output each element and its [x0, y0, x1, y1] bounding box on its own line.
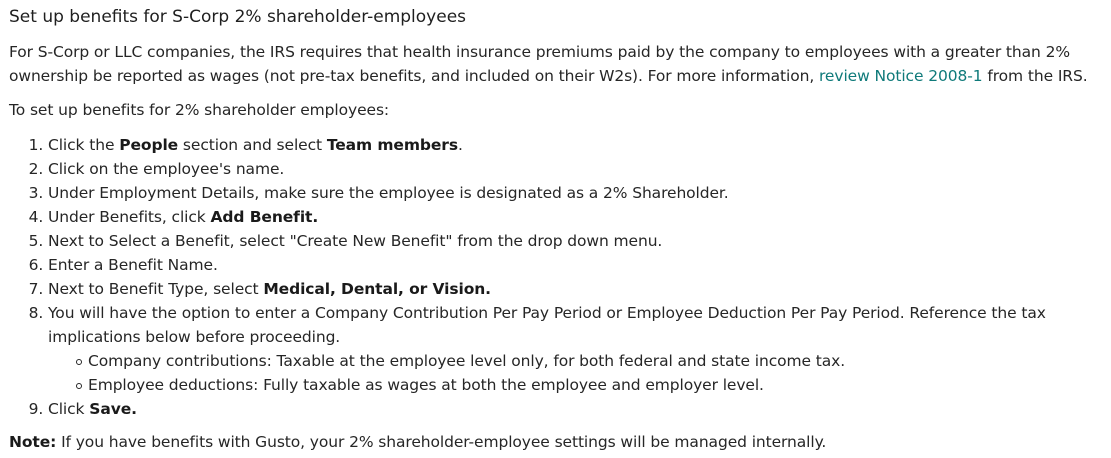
- step-8: [48, 301, 1111, 397]
- step-6: 6. Enter a Benefit Name.: [48, 253, 1111, 277]
- step-4-text: Under Benefits, click: [48, 208, 211, 226]
- steps-lead: To set up benefits for 2% shareholder employees:: [9, 101, 390, 119]
- notice-2008-1-link[interactable]: review Notice 2008-1: [819, 67, 983, 85]
- step-8-text: You will have the option to enter a Company Contribution Per Pay Period or Employee Deduction Per Pay Period. Reference the tax implications below before proceeding.: [48, 304, 1046, 346]
- note-text: If you have benefits with Gusto, your 2% shareholder-employee settings will be managed internally.: [56, 433, 827, 451]
- note-paragraph: [9, 430, 1111, 454]
- step-9: [48, 397, 1111, 421]
- step-1-period: .: [457, 136, 463, 154]
- tax-implications-list: [48, 349, 1111, 397]
- step-7-text: Next to Benefit Type, select: [48, 280, 264, 298]
- steps-list: [9, 133, 1111, 421]
- step-1-text: Click the: [48, 136, 120, 154]
- step-9-save: Save.: [89, 400, 137, 418]
- step-5: 5. Next to Select a Benefit, select "Create New Benefit" from the drop down menu.: [48, 229, 1111, 253]
- sub-item-company-contributions: Company contributions: Taxable at the employee level only, for both federal and state income tax.: [88, 349, 1111, 373]
- step-7: [48, 277, 1111, 301]
- intro-paragraph: [9, 40, 1111, 88]
- intro-text-end: from the IRS.: [982, 67, 1088, 85]
- note-label: Note:: [9, 433, 57, 451]
- step-4-add-benefit: Add Benefit.: [210, 208, 319, 226]
- intro-text: For S-Corp or LLC companies, the IRS requires that health insurance premiums paid by the company to employees with a greater than 2% ownership be reported as wages (not pre-tax benefits, and included on their W2s). For more information,: [9, 43, 1070, 85]
- step-2: 2. Click on the employee's name.: [48, 157, 1111, 181]
- step-1-team-members: Team members: [326, 136, 458, 154]
- sub-item-employee-deductions: Employee deductions: Fully taxable as wages at both the employee and employer level.: [88, 373, 1111, 397]
- step-4: [48, 205, 1111, 229]
- step-9-text: Click: [48, 400, 90, 418]
- page-title: Set up benefits for S-Corp 2% shareholder-employees: [9, 7, 467, 27]
- step-7-benefit-types: Medical, Dental, or Vision.: [263, 280, 491, 298]
- step-1-people: People: [119, 136, 179, 154]
- step-1: [48, 133, 1111, 157]
- step-3: 3. Under Employment Details, make sure the employee is designated as a 2% Shareholder.: [48, 181, 1111, 205]
- step-1-text-2: section and select: [178, 136, 327, 154]
